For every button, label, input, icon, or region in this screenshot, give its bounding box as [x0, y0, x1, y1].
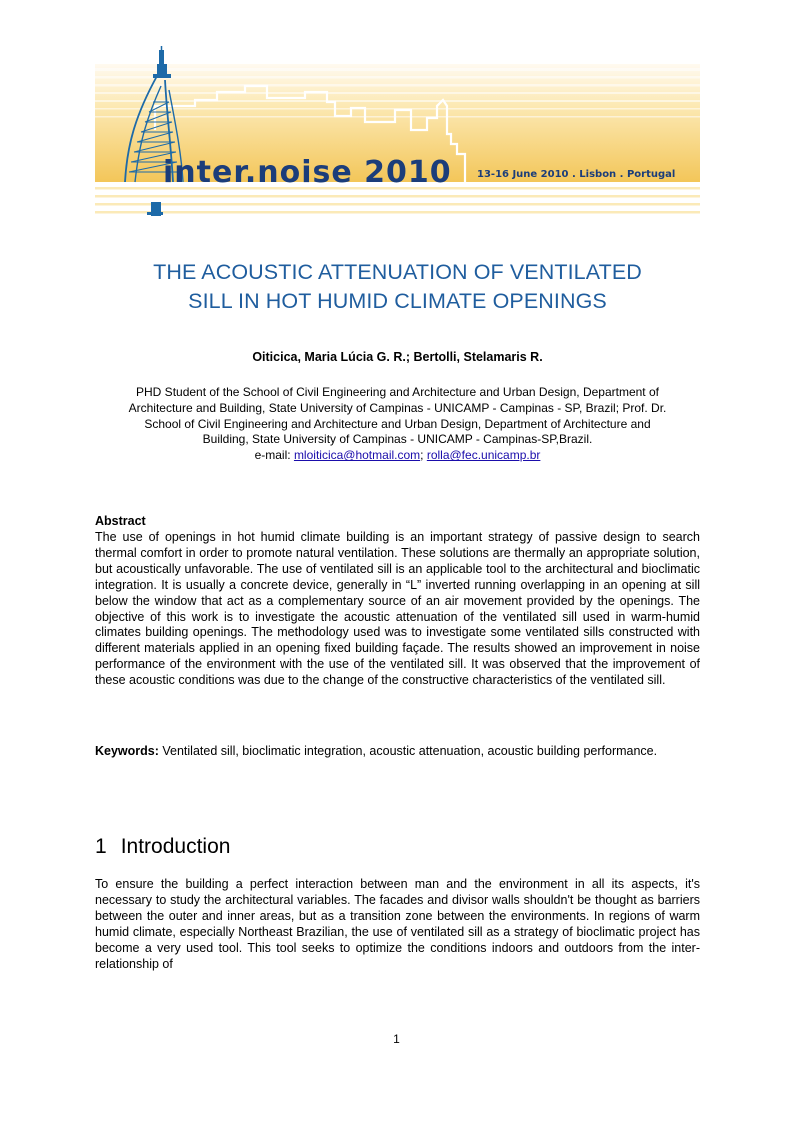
email-line: [95, 448, 700, 464]
section-number: 1: [95, 835, 107, 858]
email-separator: ;: [420, 448, 427, 463]
affiliation-line: PHD Student of the School of Civil Engineering and Architecture and Urban Design, Department of: [136, 385, 659, 399]
abstract-text: The use of openings in hot humid climate building is an important strategy of passive design to search thermal comfort in order to promote natural ventilation. These solutions are thermally an appropriate solution, but acoustically unfavorable. The use of ventilated sill is an applicable tool to the architectural and bioclimatic integration. It is usually a concrete device, generally in “L” inverted running overlapping in an opening at sill below the window that act as a complementary source of an air movement provided by the openings. The objective of this work is to investigate the acoustic attenuation of the ventilated sill used in warm-humid climates building openings. The methodology used was to investigate some ventilated sills constructed with different materials applied in an opening fixed building façade. The results showed an improvement in noise performance of the environment with the use of the ventilated sill. It was observed that the improvement of these acoustic conditions was due to the change of the constructive characteristics of the ventilated sill.: [95, 530, 700, 688]
keywords: [95, 744, 700, 760]
section-heading-introduction: [95, 835, 230, 859]
page-number: 1: [393, 1032, 400, 1046]
affiliation-line: School of Civil Engineering and Architecture and Urban Design, Department of Architecture and: [144, 416, 651, 431]
section-title: Introduction: [120, 835, 231, 858]
affiliation: [95, 385, 700, 464]
email-label: e-mail:: [254, 448, 294, 463]
title-line-1: THE ACOUSTIC ATTENUATION OF VENTILATED: [153, 260, 642, 284]
conference-banner: [95, 46, 700, 220]
keywords-text: Ventilated sill, bioclimatic integration, acoustic attenuation, acoustic building performance.: [158, 744, 658, 758]
email-link-2[interactable]: rolla@fec.unicamp.br: [426, 448, 541, 463]
affiliation-line: Building, State University of Campinas - UNICAMP - Campinas-SP,Brazil.: [202, 432, 593, 447]
title-line-2: SILL IN HOT HUMID CLIMATE OPENINGS: [188, 289, 607, 313]
keywords-label: Keywords:: [95, 744, 159, 758]
banner-dates: 13-16 June 2010 . Lisbon . Portugal: [477, 169, 676, 180]
paper-title: [95, 258, 700, 316]
email-link-1[interactable]: mloiticica@hotmail.com: [293, 448, 421, 463]
introduction-text: To ensure the building a perfect interaction between man and the environment in all its aspects, it's necessary to study the architectural variables. The facades and divisor walls shouldn't be thought as barriers between the outer and inner areas, but as a transition zone between the environments. In regions of warm humid climate, especially Northeast Brazilian, the use of ventilated sill as a strategy of bioclimatic project has become a very used tool. This tool seeks to optimize the conditions indoors and outdoors from the inter-relationship of: [95, 877, 700, 971]
abstract-heading: Abstract: [95, 514, 146, 528]
affiliation-line: Architecture and Building, State University of Campinas - UNICAMP - Campinas - SP, Brazil; Prof. Dr.: [128, 400, 667, 415]
banner-title: inter.noise 2010: [163, 155, 452, 190]
authors: Oiticica, Maria Lúcia G. R.; Bertolli, Stelamaris R.: [252, 350, 543, 364]
